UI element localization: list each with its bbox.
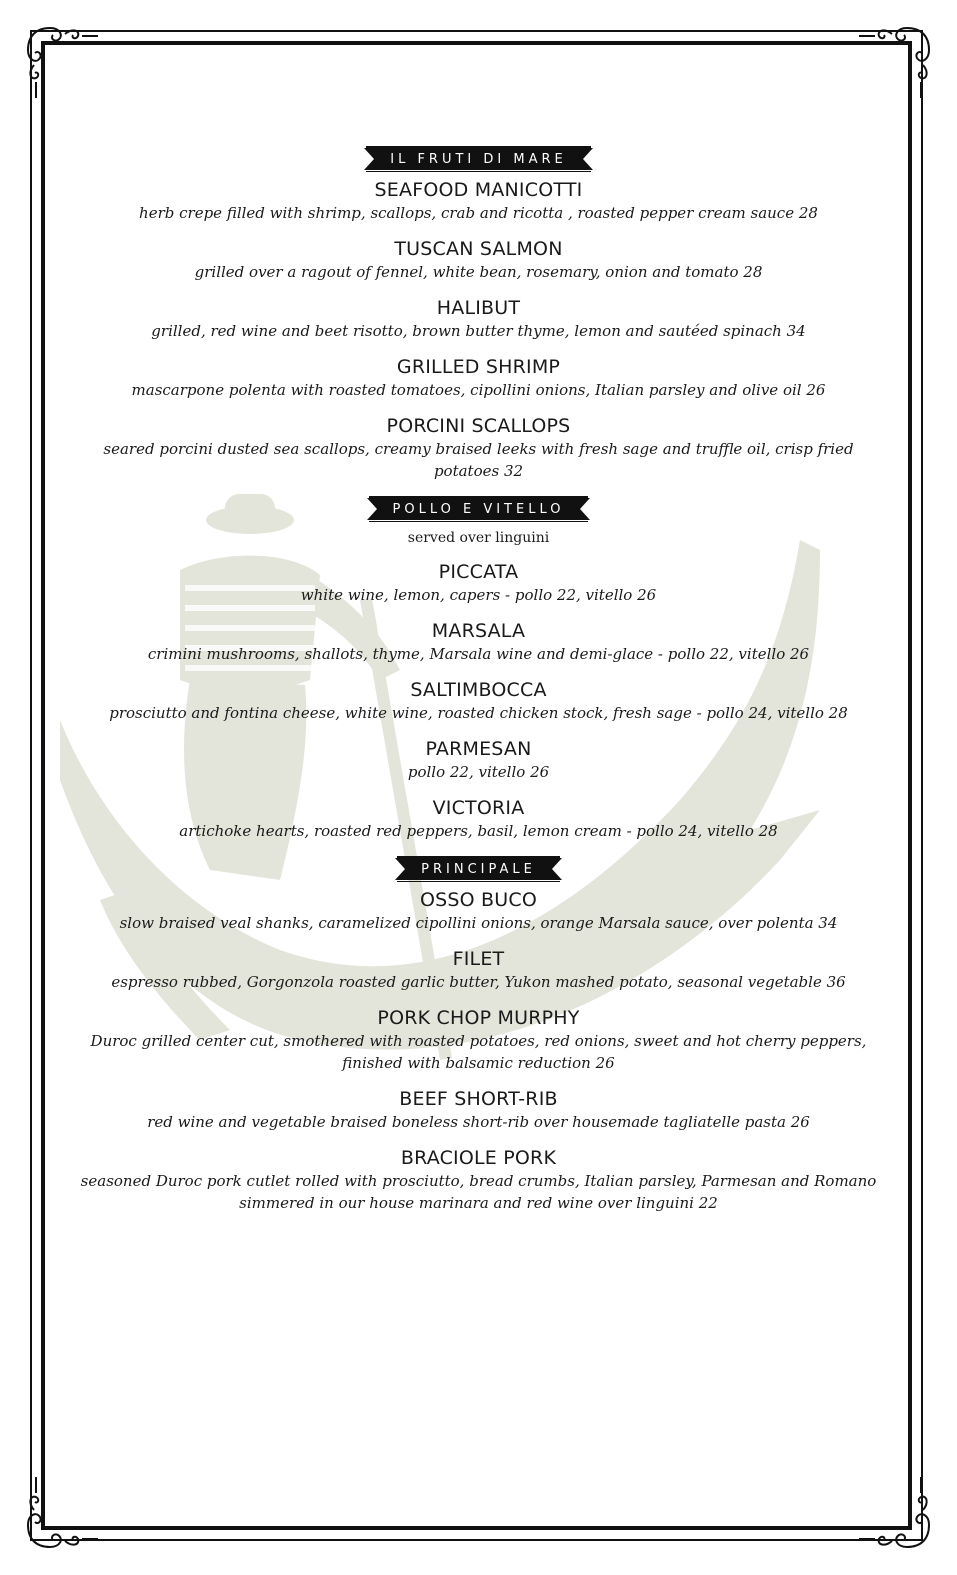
section-banner — [364, 146, 592, 172]
section-pollo-e-vitello — [60, 496, 897, 842]
section-note: served over linguini — [407, 530, 550, 546]
section-title: POLLO E VITELLO — [367, 498, 591, 520]
menu-item — [60, 737, 897, 783]
item-description: prosciutto and fontina cheese, white wine, roasted chicken stock, fresh sage - pollo 24, vitello 28 — [109, 704, 848, 722]
item-name: MARSALA — [431, 620, 526, 642]
item-name: OSSO BUCO — [419, 889, 538, 911]
item-name: FILET — [452, 948, 505, 970]
menu-item — [60, 888, 897, 934]
scroll-ornament-icon — [20, 20, 100, 100]
item-description: red wine and vegetable braised boneless short-rib over housemade tagliatelle pasta 26 — [147, 1113, 810, 1131]
item-description: grilled, red wine and beet risotto, brown butter thyme, lemon and sautéed spinach 34 — [151, 322, 806, 340]
item-description: crimini mushrooms, shallots, thyme, Marsala wine and demi-glace - pollo 22, vitello 26 — [147, 645, 810, 663]
item-description: herb crepe filled with shrimp, scallops, crab and ricotta , roasted pepper cream sauce 28 — [139, 204, 818, 222]
item-description: pollo 22, vitello 26 — [407, 763, 550, 781]
item-name: SEAFOOD MANICOTTI — [374, 179, 583, 201]
item-description: grilled over a ragout of fennel, white bean, rosemary, onion and tomato 28 — [194, 263, 763, 281]
menu-item — [60, 947, 897, 993]
item-name: PICCATA — [438, 561, 519, 583]
item-description: Duroc grilled center cut, smothered with roasted potatoes, red onions, sweet and hot cherry peppers, finished with balsamic reduction 26 — [90, 1032, 867, 1072]
menu-item — [60, 414, 897, 482]
item-name: PARMESAN — [425, 738, 532, 760]
item-description: seasoned Duroc pork cutlet rolled with prosciutto, bread crumbs, Italian parsley, Parmesan and Romano simmered in our house marinara and red wine over linguini 22 — [80, 1172, 877, 1212]
menu-item — [60, 1087, 897, 1133]
item-description: seared porcini dusted sea scallops, creamy braised leeks with fresh sage and truffle oil, crisp fried potatoes 32 — [103, 440, 854, 480]
item-name: HALIBUT — [436, 297, 521, 319]
item-name: PORCINI SCALLOPS — [386, 415, 571, 437]
item-name: BEEF SHORT-RIB — [399, 1088, 558, 1110]
menu-item — [60, 1146, 897, 1214]
section-title: IL FRUTI DI MARE — [364, 148, 592, 170]
item-description: artichoke hearts, roasted red peppers, basil, lemon cream - pollo 24, vitello 28 — [179, 822, 778, 840]
section-principale — [60, 856, 897, 1214]
item-name: SALTIMBOCCA — [410, 679, 547, 701]
menu-item — [60, 237, 897, 283]
menu-item — [60, 560, 897, 606]
item-name: VICTORIA — [432, 797, 525, 819]
scroll-ornament-icon — [857, 20, 937, 100]
menu-item — [60, 1006, 897, 1074]
section-il-fruti-di-mare — [60, 146, 897, 482]
item-name: PORK CHOP MURPHY — [377, 1007, 580, 1029]
item-description: slow braised veal shanks, caramelized cipollini onions, orange Marsala sauce, over polenta 34 — [119, 914, 838, 932]
item-description: espresso rubbed, Gorgonzola roasted garlic butter, Yukon mashed potato, seasonal vegetable 36 — [111, 973, 846, 991]
menu-content — [60, 146, 897, 1228]
item-name: BRACIOLE PORK — [400, 1147, 557, 1169]
menu-item — [60, 355, 897, 401]
menu-item — [60, 619, 897, 665]
item-description: white wine, lemon, capers - pollo 22, vitello 26 — [300, 586, 657, 604]
item-description: mascarpone polenta with roasted tomatoes, cipollini onions, Italian parsley and olive oil 26 — [131, 381, 826, 399]
scroll-ornament-icon — [857, 1475, 937, 1555]
menu-item — [60, 796, 897, 842]
scroll-ornament-icon — [20, 1475, 100, 1555]
item-name: TUSCAN SALMON — [394, 238, 563, 260]
menu-item — [60, 178, 897, 224]
section-banner — [367, 496, 591, 522]
item-name: GRILLED SHRIMP — [396, 356, 561, 378]
menu-item — [60, 678, 897, 724]
section-banner — [395, 856, 562, 882]
menu-item — [60, 296, 897, 342]
section-title: PRINCIPALE — [395, 858, 562, 880]
